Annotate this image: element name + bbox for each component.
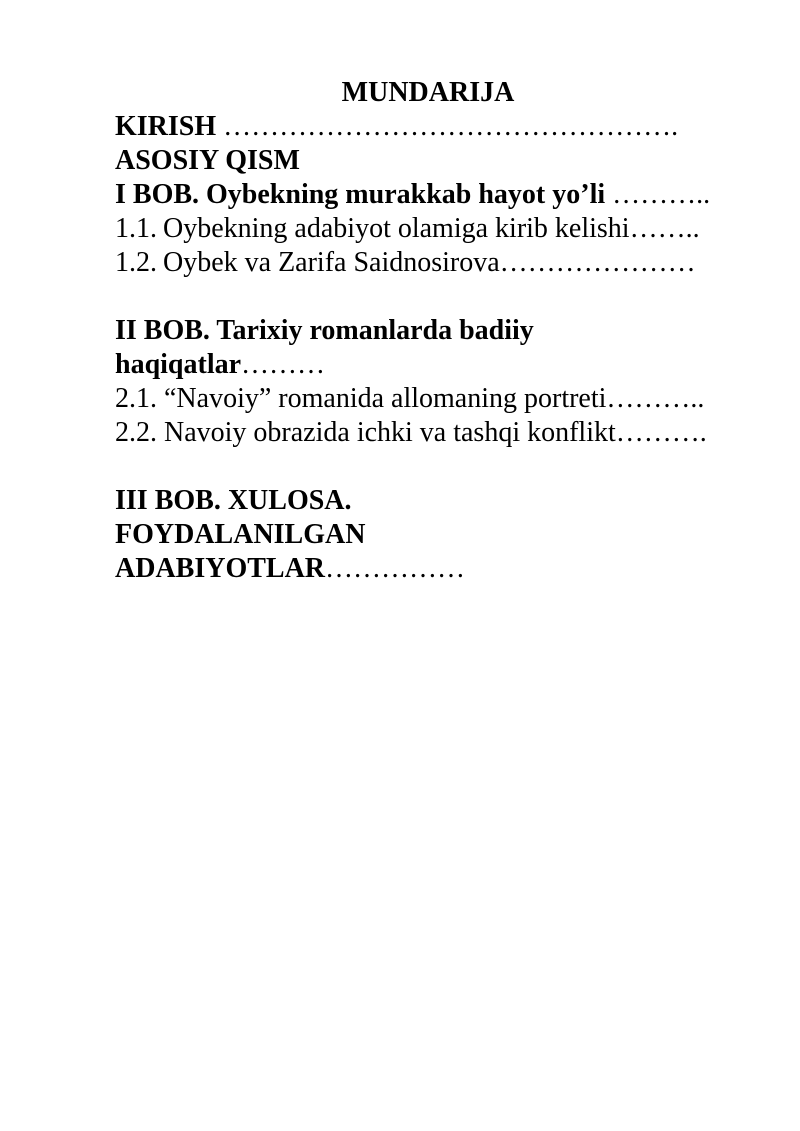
toc-leader-dots: ………..: [605, 179, 711, 210]
toc-entry-number: 1.1.: [115, 213, 157, 244]
toc-entry-label: haqiqatlar: [115, 349, 242, 380]
toc-entry-2-2: 2.2. Navoiy obrazida ichki va tashqi konflikt……….: [115, 417, 707, 448]
blank-line: [115, 450, 755, 484]
toc-entry-bob-2-line-1: II BOB. Tarixiy romanlarda badiiy: [115, 315, 534, 346]
toc-entry-number: 1.2.: [115, 247, 157, 278]
toc-entry-label: ADABIYOTLAR: [115, 553, 326, 584]
toc-entry-adabiyotlar-line-1: FOYDALANILGAN: [115, 519, 366, 550]
toc-entry-label: Oybek va Zarifa Saidnosirova…………………: [163, 247, 696, 278]
blank-line: [115, 280, 755, 314]
toc-entry-adabiyotlar-line-2: [115, 552, 755, 586]
toc-entry-bob-3: III BOB. XULOSA.: [115, 485, 352, 516]
toc-entry-label: I BOB. Oybekning murakkab hayot yo’li: [115, 179, 606, 210]
toc-title: MUNDARIJA: [341, 77, 515, 108]
toc-entry-bob-2-line-2: [115, 348, 755, 382]
toc-entry-bob-1: [115, 178, 755, 212]
toc-entry-asosiy-qism: ASOSIY QISM: [115, 145, 300, 176]
toc-leader-dots: ……………: [325, 553, 466, 584]
toc-entry-1-2: [115, 246, 755, 280]
toc-entry-1-1: [115, 212, 755, 246]
toc-entry-2-1: 2.1. “Navoiy” romanida allomaning portreti………..: [115, 383, 705, 414]
toc-leader-dots: ………………………………………….: [216, 111, 679, 142]
toc-entry-kirish: [115, 110, 755, 144]
toc-leader-dots: ………: [241, 349, 326, 380]
toc-entry-label: KIRISH: [115, 111, 217, 142]
toc-entry-label: Oybekning adabiyot olamiga kirib kelishi……..: [163, 213, 700, 244]
table-of-contents: [115, 76, 755, 586]
